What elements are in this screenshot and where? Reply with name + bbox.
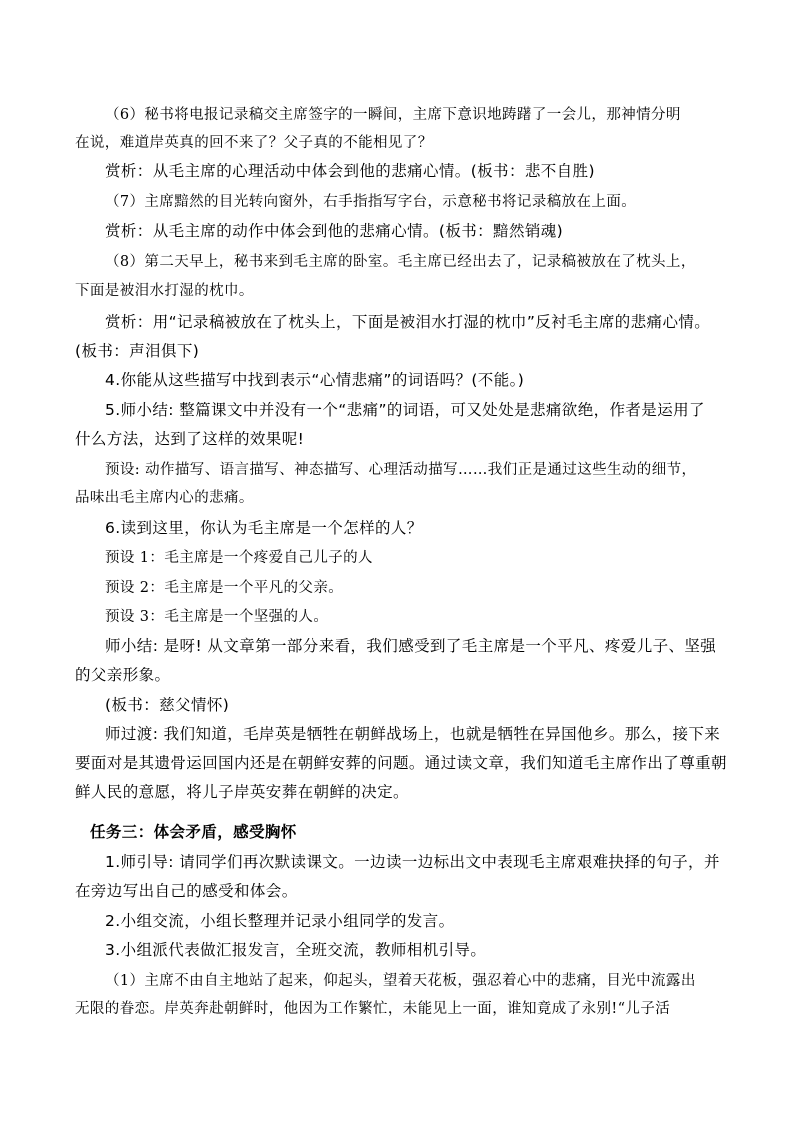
paragraph-line: 要面对是其遗骨运回国内还是在朝鲜安葬的问题。通过读文章，我们知道毛主席作出了尊重朝	[75, 754, 727, 772]
paragraph-line: 赏析：用“记录稿被放在了枕头上，下面是被泪水打湿的枕巾”反衬毛主席的悲痛心情。	[105, 313, 711, 331]
paragraph-line: 下面是被泪水打湿的枕巾。	[75, 283, 254, 299]
paragraph-line: 的父亲形象。	[75, 666, 171, 684]
paragraph-line: 1.师引导: 请同学们再次默读课文。一边读一边标出文中表现毛主席艰难抉择的句子，并	[105, 853, 720, 871]
paragraph-line: （1）主席不由自主地站了起来，仰起头，望着天花板，强忍着心中的悲痛，目光中流露出	[105, 973, 696, 989]
paragraph-line: 6.读到这里，你认为毛主席是一个怎样的人？	[105, 519, 423, 537]
paragraph-line: 预设 2：毛主席是一个平凡的父亲。	[105, 580, 344, 596]
paragraph-line: 5.师小结: 整篇课文中并没有一个“悲痛”的词语，可又处处是悲痛欲绝，作者是运用了	[105, 401, 705, 419]
paragraph-line: 3.小组派代表做汇报发言，全班交流，教师相机引导。	[105, 941, 487, 959]
paragraph-line: (板书：声泪俱下)	[75, 342, 200, 360]
paragraph-line: 预设 3：毛主席是一个坚强的人。	[105, 609, 329, 625]
paragraph-line: （7）主席黯然的目光转向窗外，右手指指写字台，示意秘书将记录稿放在上面。	[105, 194, 637, 210]
paragraph-line: 预设 1：毛主席是一个疼爱自己儿子的人	[105, 550, 373, 566]
paragraph-line: 在说，难道岸英真的回不来了？父子真的不能相见了？	[75, 135, 433, 151]
paragraph-line: 赏析：从毛主席的动作中体会到他的悲痛心情。(板书：黯然销魂)	[105, 222, 564, 240]
paragraph-line: 预设: 动作描写、语言描写、神态描写、心理活动描写……我们正是通过这些生动的细节，	[105, 462, 697, 478]
section-heading: 任务三：体会矛盾，感受胸怀	[90, 823, 297, 841]
paragraph-line: 鲜人民的意愿，将儿子岸英安葬在朝鲜的决定。	[75, 783, 409, 801]
paragraph-line: （6）秘书将电报记录稿交主席签字的一瞬间，主席下意识地踌躇了一会儿，那神情分明	[105, 107, 681, 123]
paragraph-line: 在旁边写出自己的感受和体会。	[75, 882, 298, 900]
paragraph-line: 无限的眷恋。岸英奔赴朝鲜时，他因为工作繁忙，未能见上一面，谁知竟成了永别!“儿子活	[75, 1001, 671, 1017]
paragraph-line: 师过渡: 我们知道，毛岸英是牺牲在朝鲜战场上，也就是牺牲在异国他乡。那么，接下来	[105, 725, 721, 743]
paragraph-line: (板书：慈父情怀)	[105, 696, 230, 714]
paragraph-line: 赏析：从毛主席的心理活动中体会到他的悲痛心情。(板书：悲不自胜)	[105, 162, 595, 180]
paragraph-line: 什么方法，达到了这样的效果呢!	[75, 430, 305, 448]
paragraph-line: 品味出毛主席内心的悲痛。	[75, 490, 254, 506]
paragraph-line: 2.小组交流，小组长整理并记录小组同学的发言。	[105, 912, 455, 930]
paragraph-line: 师小结: 是呀! 从文章第一部分来看，我们感受到了毛主席是一个平凡、疼爱儿子、坚强	[105, 637, 717, 655]
paragraph-line: 4.你能从这些描写中找到表示“心情悲痛”的词语吗？(不能。)	[105, 371, 525, 389]
paragraph-line: （8）第二天早上，秘书来到毛主席的卧室。毛主席已经出去了，记录稿被放在了枕头上，	[105, 254, 696, 270]
